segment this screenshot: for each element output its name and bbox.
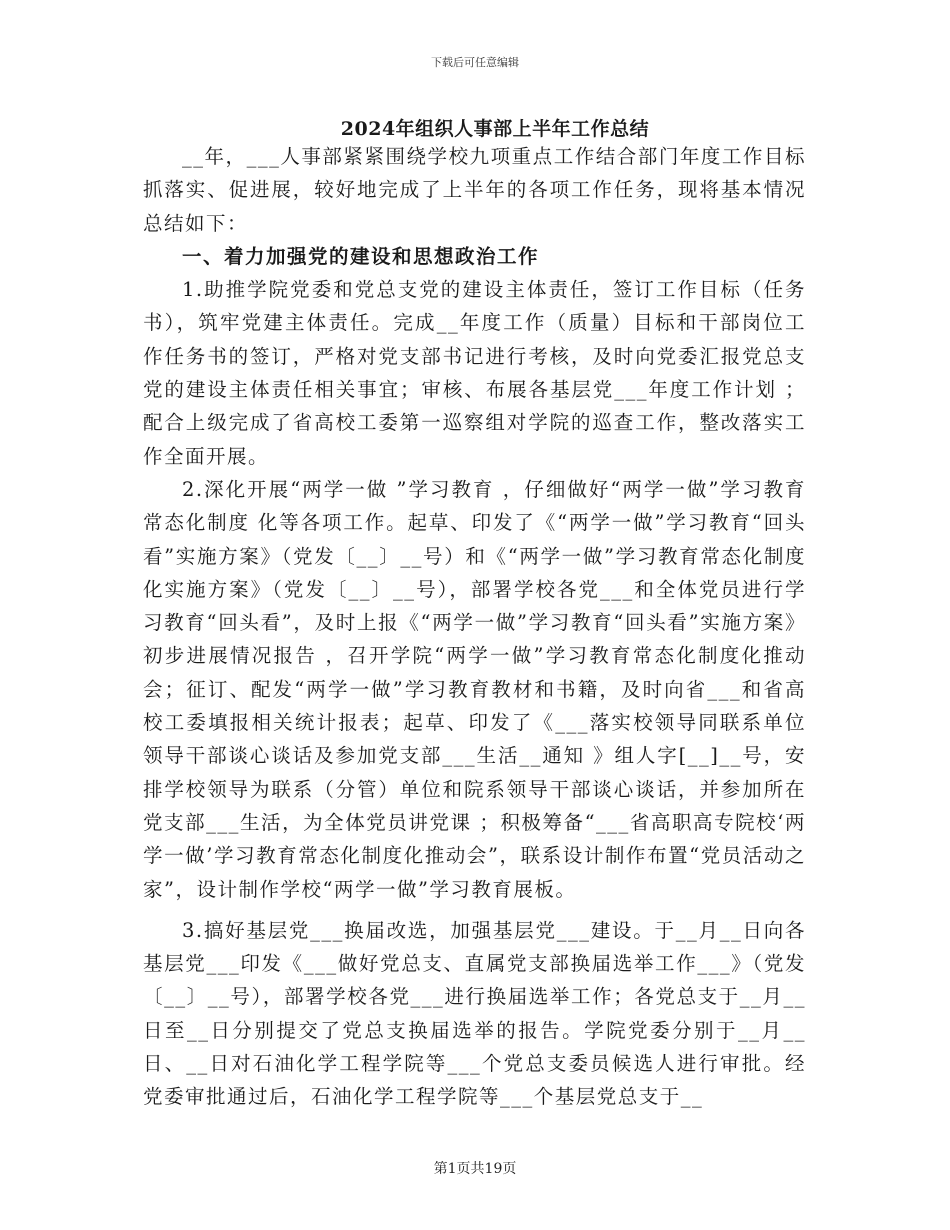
item-paragraph-3: 3.搞好基层党___换届改选，加强基层党___建设。于__月__日向各基层党___印发《___做好党总支、直属党支部换届选举工作___》（党发〔__〕__号），部署学校各党___进行换届选举工作；各党总支于__月__日至__日分别提交了党总支换届选举的报告。学院党委分别于__月__日、__日对石油化学工程学院等___个党总支委员候选人进行审批。经党委审批通过后，石油化学工程学院等___个基层党总支于__ — [143, 918, 806, 1109]
document-body — [143, 140, 806, 1114]
page-number: 第1页共19页 — [433, 1161, 517, 1177]
item-paragraph-1: 1.助推学院党委和党总支党的建设主体责任，签订工作目标（任务书），筑牢党建主体责任。完成__年度工作（质量）目标和干部岗位工作任务书的签订，严格对党支部书记进行考核，及时向党委汇报党总支党的建设主体责任相关事宜；审核、布展各基层党___年度工作计划 ；配合上级完成了省高校工委第一巡察组对学院的巡查工作，整改落实工作全面开展。 — [143, 278, 806, 468]
document-title: 2024年组织人事部上半年工作总结 — [340, 118, 650, 140]
intro-paragraph: __年，___人事部紧紧围绕学校九项重点工作结合部门年度工作目标抓落实、促进展，较好地完成了上半年的各项工作任务，现将基本情况总结如下： — [143, 145, 806, 235]
page-header-note: 下载后可任意编辑 — [431, 56, 519, 69]
item-paragraph-2: 2.深化开展“两学一做 ”学习教育 ，仔细做好“两学一做”学习教育常态化制度 化等各项工作。起草、印发了《“两学一做”学习教育“回头看”实施方案》（党发〔__〕__号）和《“两学一做”学习教育常态化制度化实施方案》（党发〔__〕__号），部署学校各党___和全体党员进行学习教育“回头看”，及时上报《“两学一做”学习教育“回头看”实施方案》初步进展情况报告 ，召开学院“两学一做”学习教育常态化制度化推动会；征订、配发“两学一做”学习教育教材和书籍，及时向省___和省高校工委填报相关统计报表；起草、印发了《___落实校领导同联系单位领导干部谈心谈话及参加党支部___生活__通知 》组人字[__]__号，安排学校领导为联系（分管）单位和院系领导干部谈心谈话，并参加所在党支部___生活，为全体党员讲党课 ；积极筹备“___省高职高专院校‘两学一做’学习教育常态化制度化推动会”，联系设计制作布置“党员活动之家”，设计制作学校“两学一做”学习教育展板。 — [143, 477, 806, 901]
section-heading: 一、着力加强党的建设和思想政治工作 — [182, 244, 540, 268]
